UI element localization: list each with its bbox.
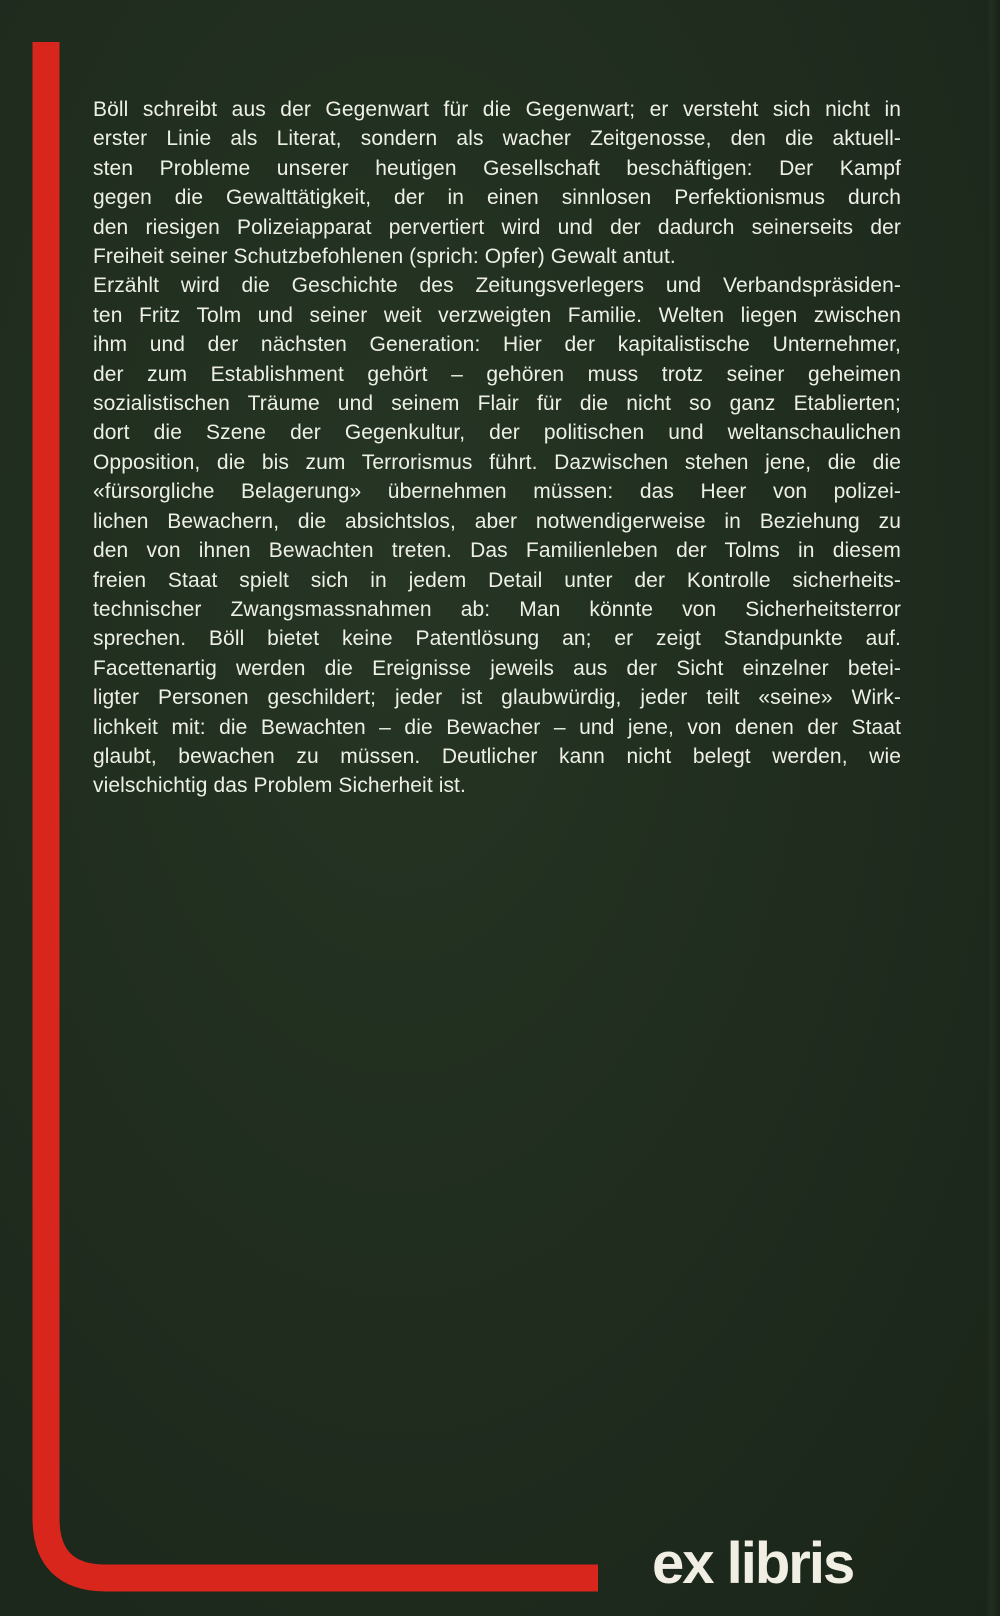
blurb-text [93,95,901,801]
blurb-line: erster Linie als Literat, sondern als wacher Zeitgenosse, den die aktuell- [93,127,901,151]
blurb-line: vielschichtig das Problem Sicherheit ist. [93,774,466,798]
blurb-line: ligter Personen geschildert; jeder ist glaubwürdig, jeder teilt «seine» Wirk- [93,686,901,710]
blurb-line: Facettenartig werden die Ereignisse jeweils aus der Sicht einzelner betei- [93,656,901,680]
cover-edge [986,0,1000,1616]
blurb-line: den riesigen Polizeiapparat pervertiert wird und der dadurch seinerseits der [93,215,901,239]
blurb-line: dort die Szene der Gegenkultur, der politischen und weltanschaulichen [93,421,901,445]
blurb-line: Freiheit seiner Schutzbefohlenen (sprich: Opfer) Gewalt antut. [93,245,676,269]
blurb-line: der zum Establishment gehört – gehören muss trotz seiner geheimen [93,362,901,386]
blurb-line: gegen die Gewalttätigkeit, der in einen sinnlosen Perfektionismus durch [93,186,901,210]
blurb-line: Böll schreibt aus der Gegenwart für die Gegenwart; er versteht sich nicht in [93,98,901,121]
blurb-line: sten Probleme unserer heutigen Gesellschaft beschäftigen: Der Kampf [93,156,901,180]
blurb-line: lichkeit mit: die Bewachten – die Bewacher – und jene, von denen der Staat [93,715,901,739]
blurb-line: lichen Bewachern, die absichtslos, aber notwendigerweise in Beziehung zu [93,509,901,533]
blurb-line: glaubt, bewachen zu müssen. Deutlicher kann nicht belegt werden, wie [93,744,901,768]
blurb-line: technischer Zwangsmassnahmen ab: Man könnte von Sicherheitsterror [93,597,901,621]
blurb-line: «fürsorgliche Belagerung» übernehmen müssen: das Heer von polizei- [93,480,901,504]
blurb-line: den von ihnen Bewachten treten. Das Familienleben der Tolms in diesem [93,539,901,563]
publisher-logo: ex libris [652,1531,854,1596]
blurb-line: freien Staat spielt sich in jedem Detail unter der Kontrolle sicherheits- [93,568,901,592]
blurb-line: Erzählt wird die Geschichte des Zeitungsverlegers und Verbandspräsiden- [93,274,901,298]
blurb-line: sozialistischen Träume und seinem Flair für die nicht so ganz Etablierten; [93,392,901,416]
blurb-line: Opposition, die bis zum Terrorismus führt. Dazwischen stehen jene, die die [93,450,901,474]
blurb-line: ihm und der nächsten Generation: Hier der kapitalistische Unternehmer, [93,333,901,357]
blurb-line: ten Fritz Tolm und seiner weit verzweigten Familie. Welten liegen zwischen [93,303,901,327]
blurb-line: sprechen. Böll bietet keine Patentlösung an; er zeigt Standpunkte auf. [93,627,901,651]
